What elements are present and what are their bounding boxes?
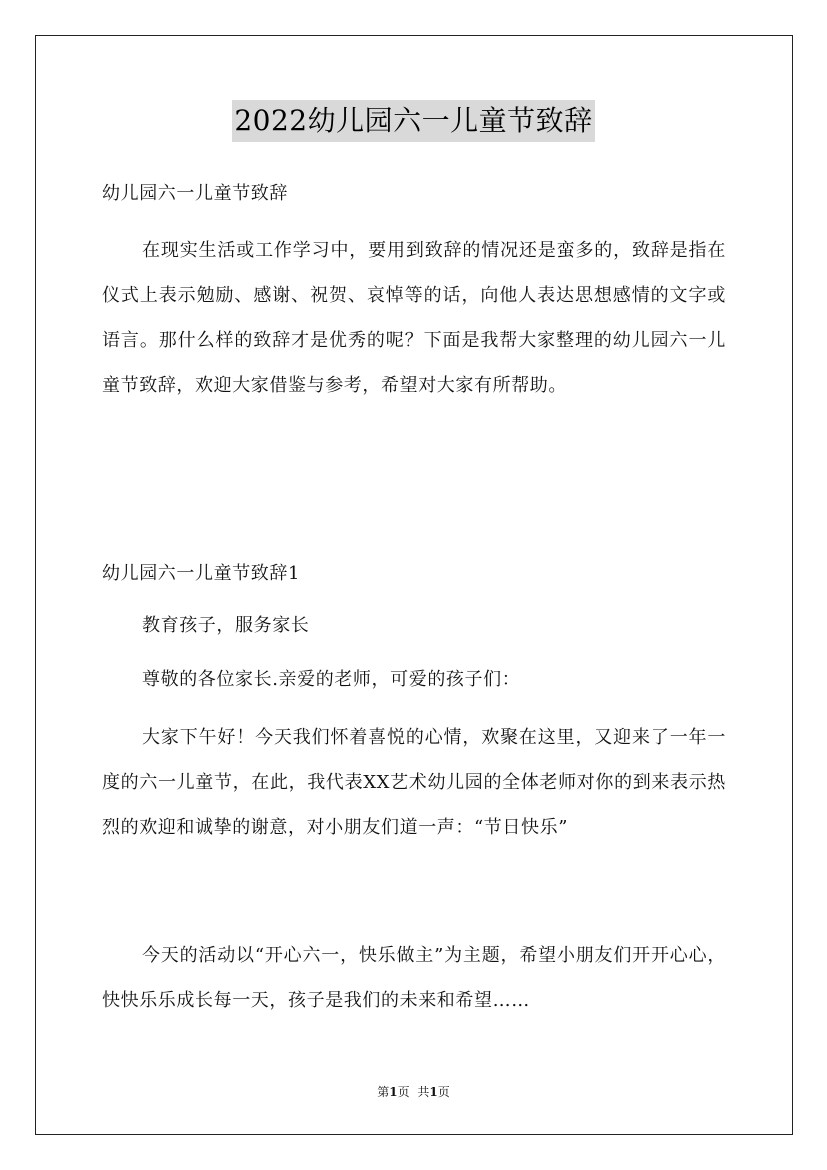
body-paragraph-2: 今天的活动以“开心六一，快乐做主”为主题，希望小朋友们开开心心，快快乐乐成长每一天，孩子是我们的未来和希望……: [102, 945, 726, 1011]
footer-total-pages: 1: [429, 1085, 438, 1099]
title-container: [0, 100, 827, 142]
footer-page-suffix: 页: [397, 1085, 410, 1099]
page-footer: [0, 1083, 827, 1101]
document-title: 2022幼儿园六一儿童节致辞: [232, 100, 594, 142]
motto-line: 教育孩子，服务家长: [142, 615, 310, 636]
footer-total-suffix: 页: [437, 1085, 450, 1099]
body-paragraph-1: 大家下午好！今天我们怀着喜悦的心情，欢聚在这里，又迎来了一年一度的六一儿童节，在此，我代表XX艺术幼儿园的全体老师对你的到来表示热烈的欢迎和诚挚的谢意，对小朋友们道一声：“节日快乐”: [102, 727, 726, 838]
document-subtitle: 幼儿园六一儿童节致辞: [102, 183, 288, 204]
footer-total-prefix: 共: [417, 1085, 430, 1099]
footer-page-prefix: 第: [377, 1085, 390, 1099]
intro-paragraph: 在现实生活或工作学习中，要用到致辞的情况还是蛮多的，致辞是指在仪式上表示勉励、感谢、祝贺、哀悼等的话，向他人表达思想感情的文字或语言。那什么样的致辞才是优秀的呢？下面是我帮大家整理的幼儿园六一儿童节致辞，欢迎大家借鉴与参考，希望对大家有所帮助。: [102, 240, 726, 396]
footer-page-number: 1: [389, 1085, 398, 1099]
section-heading: 幼儿园六一儿童节致辞1: [102, 563, 301, 584]
greeting-line: 尊敬的各位家长.亲爱的老师，可爱的孩子们：: [142, 669, 521, 690]
